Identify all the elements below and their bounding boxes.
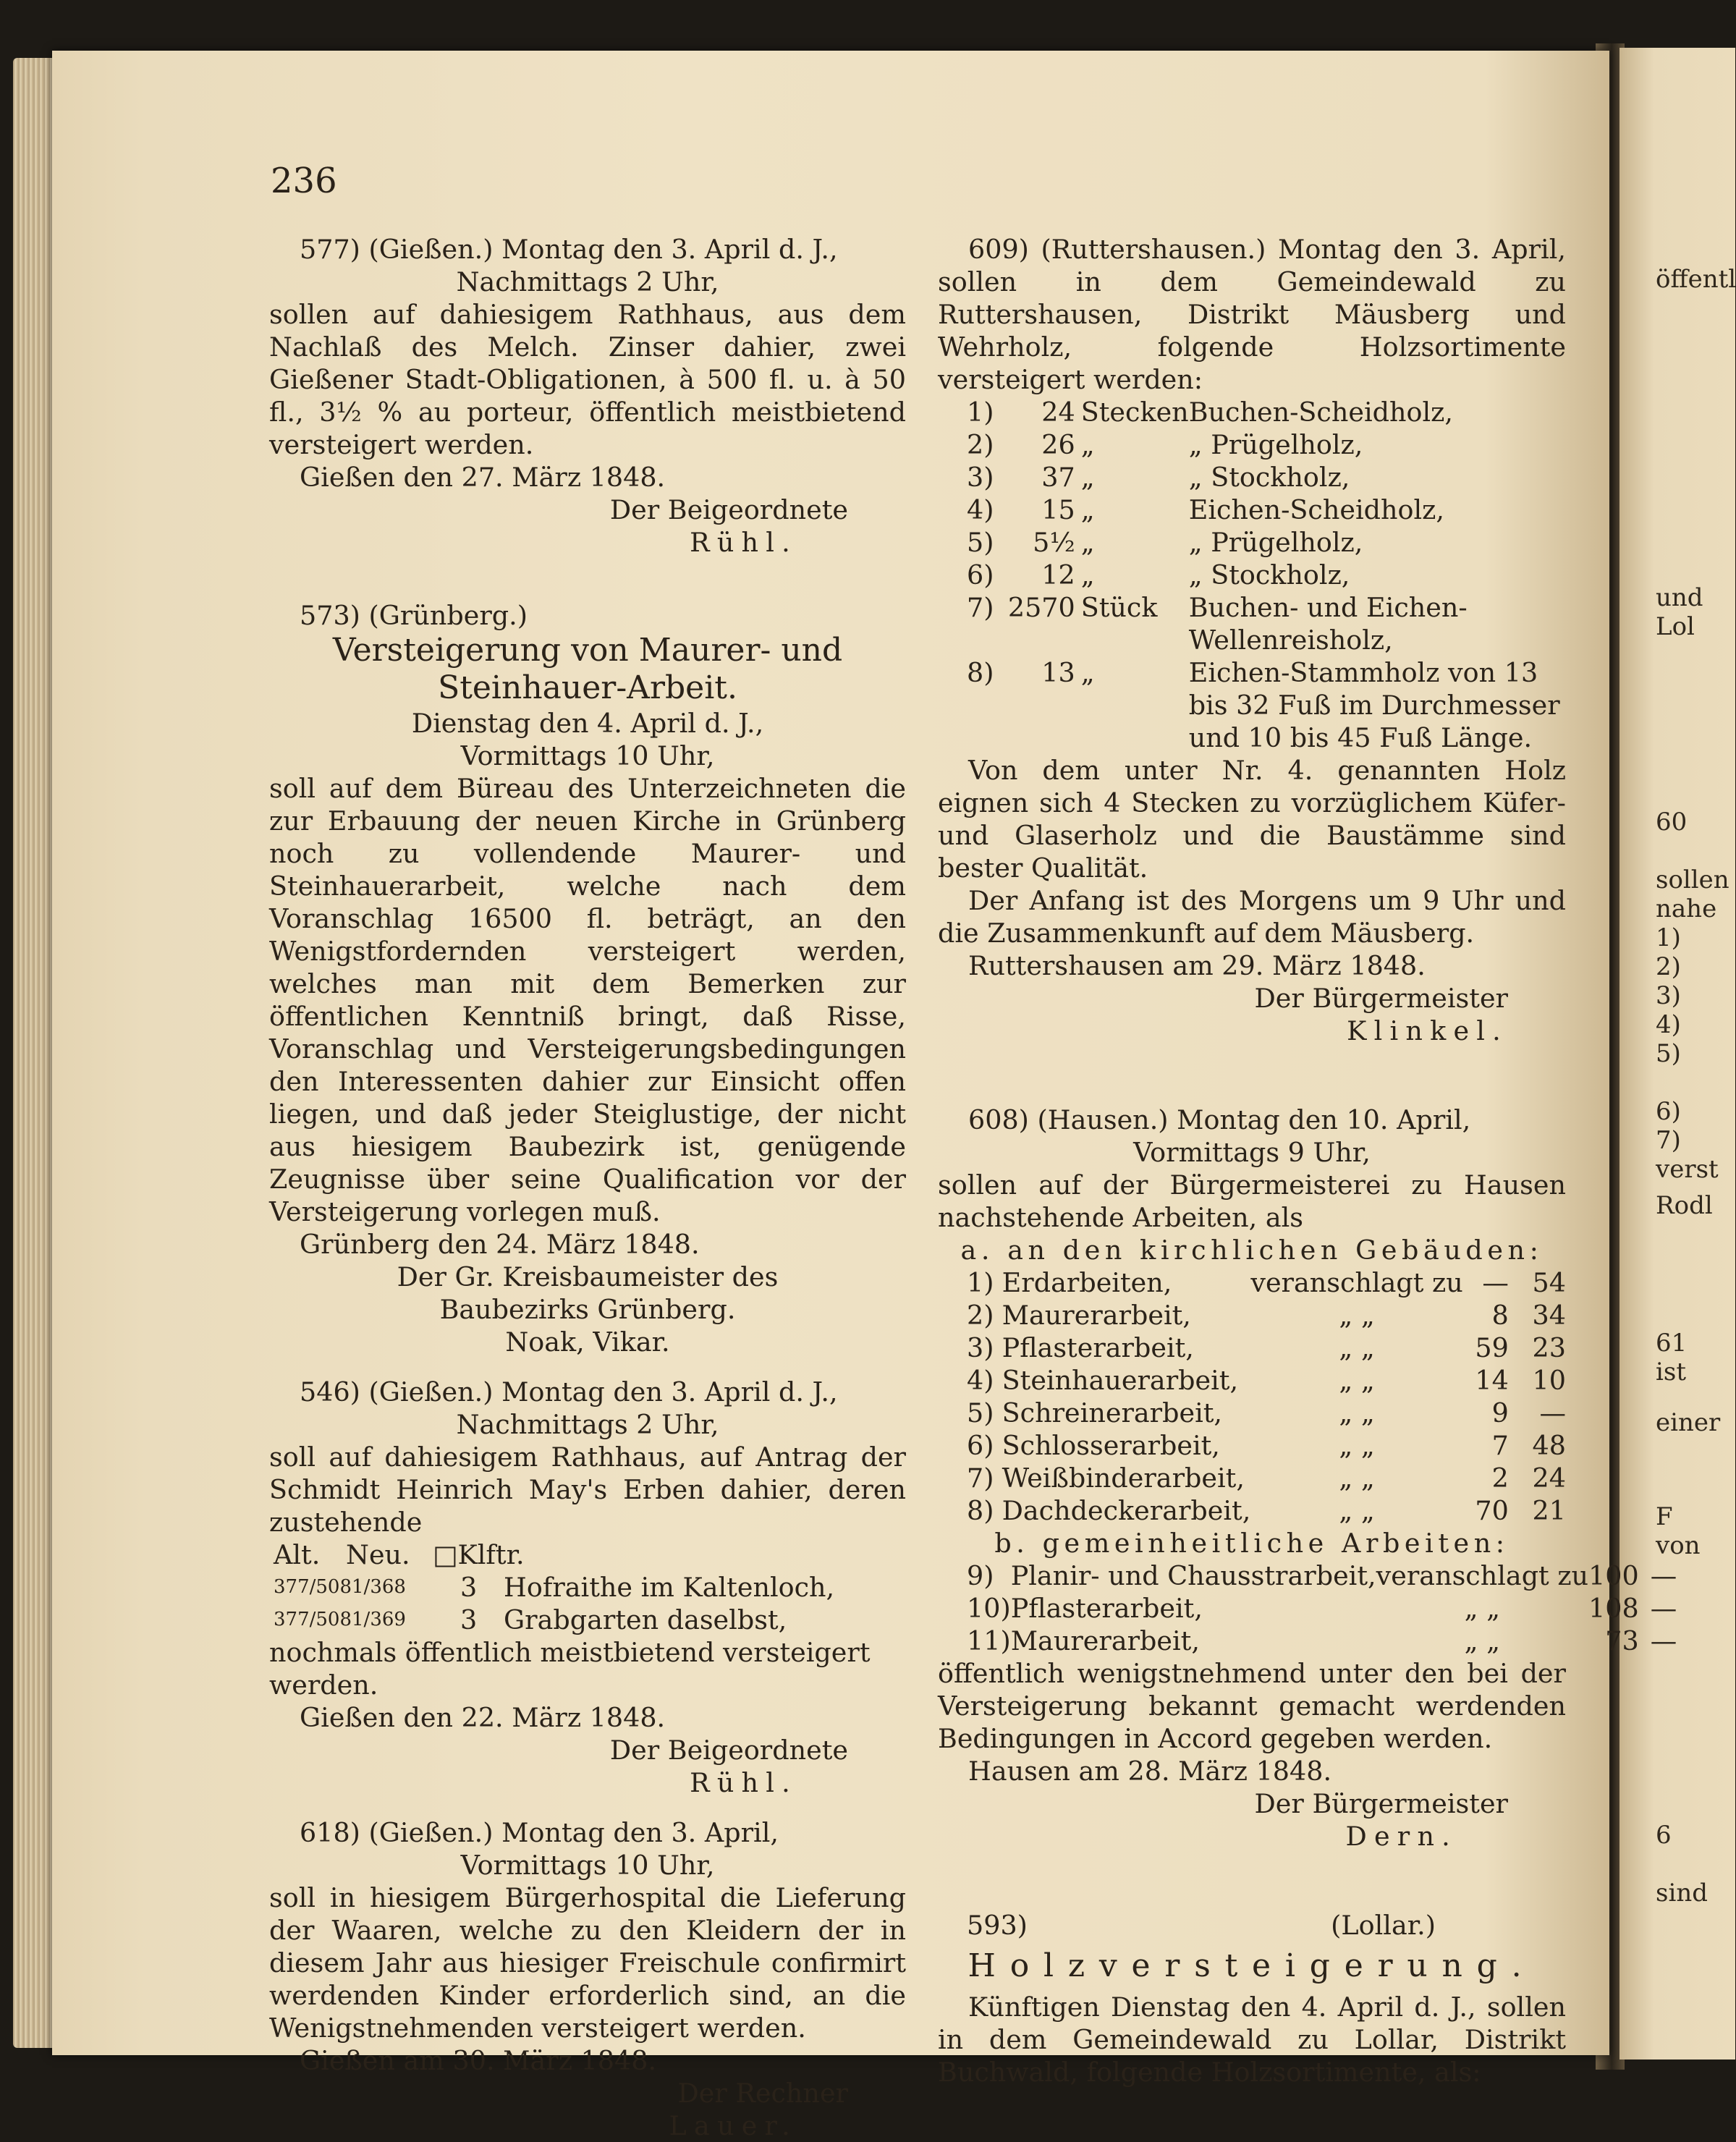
work-name: Dachdeckerarbeit,: [1002, 1495, 1251, 1526]
signature-title: Der Bürgermeister: [1254, 983, 1508, 1014]
signature-title: Der Rechner: [677, 2078, 848, 2109]
work-name: Maurerarbeit,: [1010, 1625, 1200, 1656]
lot-rows: [274, 1571, 834, 1636]
work-row: [967, 1625, 1677, 1657]
next-page-fragment: 6: [1656, 1821, 1672, 1850]
work-name: Erdarbeiten,: [1002, 1267, 1172, 1298]
lot-unit: Stück: [1080, 592, 1158, 623]
work-estimate: „ „: [1339, 1495, 1375, 1526]
work-name: Schlosserarbeit,: [1002, 1430, 1220, 1461]
next-page-fragment: Lol: [1656, 612, 1695, 641]
page-number: 236: [271, 161, 337, 201]
next-page-fragment: öffentl: [1656, 265, 1736, 294]
work-number: 4): [967, 1365, 994, 1396]
work-row: [967, 1299, 1566, 1332]
work-estimate: veranschlagt zu: [1250, 1267, 1463, 1298]
signature-name: Lauer.: [669, 2110, 797, 2141]
work-number: 10): [967, 1593, 1011, 1624]
notice-place-date: Ruttershausen am 29. März 1848.: [968, 950, 1426, 981]
lot-description: „ Stockholz,: [1188, 462, 1350, 493]
work-number: 8): [967, 1495, 994, 1526]
notice-time: Vormittags 9 Uhr,: [1133, 1137, 1371, 1168]
next-page-fragment: 2): [1656, 952, 1681, 981]
work-name: Steinhauerarbeit,: [1002, 1365, 1239, 1396]
wood-lot-row: [967, 396, 1566, 428]
next-page-fragment: 4): [1656, 1010, 1681, 1039]
signature-name: Noak, Vikar.: [505, 1326, 670, 1358]
section-heading: b. gemeinheitliche Arbeiten:: [994, 1528, 1510, 1559]
work-number: 6): [967, 1430, 994, 1461]
notice-closing: öffentlich wenigstnehmend unter den bei der Versteigerung bekannt gemacht werdenden Bedingungen in Accord gegeben werden.: [938, 1658, 1566, 1754]
lot-unit: „: [1080, 527, 1095, 558]
notice-title: Holzversteigerung.: [967, 1947, 1536, 1984]
notice-intro: sollen auf der Bürgermeisterei zu Hausen nachstehende Arbeiten, als: [938, 1169, 1566, 1233]
lot-klftr: 3: [460, 1572, 478, 1603]
lot-number: 3): [967, 462, 994, 493]
lot-unit: „: [1080, 462, 1095, 493]
lot-unit: „: [1080, 429, 1095, 460]
lot-row: [274, 1604, 834, 1636]
work-florins: 9: [1491, 1397, 1509, 1428]
wood-lot-row: [967, 428, 1566, 461]
work-number: 11): [967, 1625, 1011, 1656]
work-row: [967, 1592, 1677, 1625]
work-florins: 70: [1475, 1495, 1509, 1526]
right-column: [938, 233, 1677, 2088]
notice-heading: 609) (Ruttershausen.) Montag den 3. April, sollen in dem Gemeindewald zu Ruttershausen, Distrikt Mäusberg und Wehrholz, folgende Holzsortimente versteigert werden:: [938, 234, 1566, 395]
notice-618: [269, 1816, 906, 2142]
next-page-fragment: Rodl: [1656, 1191, 1713, 1220]
work-row: [967, 1364, 1566, 1397]
next-page-fragment: 60: [1656, 808, 1688, 837]
work-estimate: „ „: [1339, 1397, 1375, 1428]
work-florins: 59: [1475, 1332, 1509, 1363]
lot-number: 6): [967, 559, 994, 590]
work-florins: —: [1482, 1267, 1509, 1298]
next-page-fragment: 3): [1656, 981, 1681, 1010]
works-table-b: [967, 1559, 1677, 1657]
notice-date: Dienstag den 4. April d. J.,: [411, 708, 764, 739]
works-table-a: [967, 1266, 1566, 1527]
work-estimate: veranschlagt zu: [1376, 1560, 1589, 1591]
work-number: 2): [967, 1300, 994, 1331]
work-estimate: „ „: [1339, 1365, 1375, 1396]
next-page-fragment: 1): [1656, 923, 1681, 952]
work-kreuzer: 48: [1532, 1430, 1566, 1461]
notice-place-date: Gießen den 22. März 1848.: [300, 1702, 666, 1733]
work-name: Pflasterarbeit,: [1002, 1332, 1194, 1363]
wood-lot-row: [967, 526, 1566, 559]
work-florins: 108: [1588, 1593, 1639, 1624]
notice-place-date: Gießen am 30. März 1848.: [300, 2045, 657, 2076]
wood-lot-row: [967, 461, 1566, 494]
lot-number: 2): [967, 429, 994, 460]
signature-name: Rühl.: [690, 527, 797, 558]
next-page-fragment: 61: [1656, 1329, 1688, 1358]
lot-table-header: [274, 1538, 525, 1571]
lot-description: Hofraithe im Kaltenloch,: [504, 1572, 835, 1603]
lot-number: 7): [967, 592, 994, 623]
notice-title: Versteigerung von Maurer- und Steinhauer-Arbeit.: [332, 632, 843, 706]
left-column: [269, 233, 906, 2142]
work-kreuzer: 24: [1532, 1462, 1566, 1494]
notice-time: Nachmittags 2 Uhr,: [456, 266, 719, 297]
next-page-fragment: einer: [1656, 1408, 1721, 1437]
lot-number: 4): [967, 494, 994, 525]
notice-heading: [938, 1909, 1566, 1942]
lot-number: 8): [967, 657, 994, 688]
lot-quantity: 12: [1041, 559, 1075, 590]
work-row: [967, 1397, 1566, 1429]
work-row: [967, 1494, 1566, 1527]
next-page-fragment: verst: [1656, 1155, 1719, 1184]
wood-lot-row: [967, 559, 1566, 591]
lot-neu: 1/368: [352, 1576, 406, 1598]
lot-description: Buchen-Scheidholz,: [1188, 397, 1454, 428]
lot-description: Buchen- und Eichen-Wellenreisholz,: [1188, 592, 1468, 656]
notice-time: Vormittags 10 Uhr,: [460, 1850, 715, 1881]
lot-table: [274, 1538, 525, 1571]
work-florins: 7: [1491, 1430, 1509, 1461]
column-klftr: □Klftr.: [433, 1539, 525, 1570]
notice-609: [938, 233, 1566, 1047]
lot-description: Eichen-Scheidholz,: [1188, 494, 1444, 525]
lot-description: Grabgarten daselbst,: [504, 1604, 787, 1635]
work-florins: 8: [1491, 1300, 1509, 1331]
signature-title: Der Beigeordnete: [609, 1735, 848, 1766]
notice-place-date: Gießen den 27. März 1848.: [300, 462, 666, 493]
work-estimate: „ „: [1339, 1300, 1375, 1331]
work-number: 5): [967, 1397, 994, 1428]
lot-description: „ Prügelholz,: [1188, 527, 1363, 558]
notice-time: Vormittags 10 Uhr,: [460, 740, 715, 771]
work-row: [967, 1266, 1566, 1299]
work-florins: 2: [1491, 1462, 1509, 1494]
signature-name: Rühl.: [690, 1767, 797, 1798]
lot-unit: „: [1080, 657, 1095, 688]
notice-place: (Lollar.): [1331, 1910, 1436, 1941]
notice-heading: 573) (Grünberg.): [300, 600, 528, 631]
next-page-fragment: von: [1656, 1531, 1701, 1560]
work-kreuzer: —: [1650, 1625, 1677, 1656]
work-estimate: „ „: [1339, 1332, 1375, 1363]
lot-alt: 377/508: [274, 1609, 352, 1630]
signature-name: Klinkel.: [1347, 1015, 1508, 1046]
next-page-fragment: nahe: [1656, 894, 1717, 923]
notice-546: [269, 1376, 906, 1799]
notice-body: Künftigen Dienstag den 4. April d. J., sollen in dem Gemeindewald zu Lollar, Distrikt Buchwald, folgende Holzsortimente, als:: [938, 1991, 1566, 2088]
work-kreuzer: —: [1650, 1593, 1677, 1624]
wood-lot-table: [967, 396, 1566, 754]
work-row: [967, 1559, 1677, 1592]
lot-description: „ Prügelholz,: [1188, 429, 1363, 460]
lot-quantity: 37: [1041, 462, 1075, 493]
lot-number: 1): [967, 397, 994, 428]
notice-time: Nachmittags 2 Uhr,: [456, 1409, 719, 1440]
lot-alt: 377/508: [274, 1576, 352, 1598]
lot-neu: 1/369: [352, 1609, 406, 1630]
work-number: 1): [967, 1267, 994, 1298]
lot-quantity: 13: [1041, 657, 1075, 688]
notice-577: [269, 233, 906, 559]
lot-row: [274, 1571, 834, 1604]
notice-heading: 577) (Gießen.) Montag den 3. April d. J.,: [300, 234, 838, 265]
work-estimate: „ „: [1339, 1430, 1375, 1461]
lot-description: Eichen-Stammholz von 13 bis 32 Fuß im Durchmesser und 10 bis 45 Fuß Länge.: [1188, 657, 1560, 753]
notice-593: [938, 1909, 1566, 2088]
notice-closing: nochmals öffentlich meistbietend versteigert werden.: [269, 1637, 871, 1701]
work-kreuzer: —: [1650, 1560, 1677, 1591]
work-number: 3): [967, 1332, 994, 1363]
work-name: Schreinerarbeit,: [1002, 1397, 1223, 1428]
lot-quantity: 24: [1041, 397, 1075, 428]
work-kreuzer: —: [1539, 1397, 1566, 1428]
work-kreuzer: 54: [1532, 1267, 1566, 1298]
work-florins: 100: [1588, 1560, 1639, 1591]
lot-quantity: 5½: [1033, 527, 1075, 558]
work-florins: 14: [1475, 1365, 1509, 1396]
signature-name: Dern.: [1345, 1821, 1457, 1852]
book-fore-edge: [13, 58, 58, 2048]
column-alt: Alt.: [274, 1539, 321, 1570]
work-number: 7): [967, 1462, 994, 1494]
lot-quantity: 15: [1041, 494, 1075, 525]
notice-body: soll auf dahiesigem Rathhaus, auf Antrag der Schmidt Heinrich May's Erben dahier, deren zustehende: [269, 1442, 906, 1538]
wood-lot-row: [967, 656, 1566, 754]
work-row: [967, 1429, 1566, 1462]
work-kreuzer: 10: [1532, 1365, 1566, 1396]
notice-body: soll auf dem Büreau des Unterzeichneten die zur Erbauung der neuen Kirche in Grünberg noch zu vollendende Maurer- und Steinhauerarbeit, welche nach dem Voranschlag 16500 fl. beträgt, an den Wenigstfordernden versteigert werden, welches man mit dem Bemerken zur öffentlichen Kenntniß bringt, daß Risse, Voranschlag und Versteigerungsbedingungen den Interessenten dahier zur Einsicht offen liegen, und daß jeder Steiglustige, der nicht aus hiesigem Baubezirk ist, genügende Zeugnisse über seine Qualification vor der Versteigerung vorlegen muß.: [269, 773, 906, 1227]
work-estimate: „ „: [1339, 1462, 1375, 1494]
lot-quantity: 26: [1041, 429, 1075, 460]
work-florins: 73: [1605, 1625, 1639, 1656]
next-page-fragment: ist: [1656, 1358, 1686, 1387]
lot-unit: „: [1080, 494, 1095, 525]
section-heading: a. an den kirchlichen Gebäuden:: [960, 1235, 1544, 1266]
next-page-edge: [1619, 48, 1735, 2060]
lot-description: „ Stockholz,: [1188, 559, 1350, 590]
work-name: Weißbinderarbeit,: [1002, 1462, 1245, 1494]
notice-start: Der Anfang ist des Morgens um 9 Uhr und die Zusammenkunft auf dem Mäusberg.: [938, 885, 1566, 949]
work-estimate: „ „: [1464, 1593, 1501, 1624]
notice-note: Von dem unter Nr. 4. genannten Holz eignen sich 4 Stecken zu vorzüglichem Küfer- und Glaserholz und die Baustämme sind bester Qualität.: [938, 755, 1566, 884]
wood-lot-row: [967, 494, 1566, 526]
column-neu: Neu.: [346, 1539, 410, 1570]
work-name: Maurerarbeit,: [1002, 1300, 1191, 1331]
signature-title: Der Beigeordnete: [609, 494, 848, 525]
work-row: [967, 1332, 1566, 1364]
signature-title: Der Gr. Kreisbaumeister des: [397, 1261, 779, 1292]
notice-573: [269, 599, 906, 1358]
work-name: Planir- und Chausstrarbeit,: [1010, 1560, 1376, 1591]
lot-quantity: 2570: [1007, 592, 1075, 623]
notice-heading: 546) (Gießen.) Montag den 3. April d. J.,: [300, 1376, 838, 1407]
wood-lot-row: [967, 591, 1566, 656]
work-kreuzer: 23: [1532, 1332, 1566, 1363]
work-kreuzer: 34: [1532, 1300, 1566, 1331]
next-page-fragment: F: [1656, 1502, 1673, 1531]
notice-heading: 608) (Hausen.) Montag den 10. April,: [968, 1104, 1471, 1135]
notice-heading: 618) (Gießen.) Montag den 3. April,: [300, 1817, 779, 1848]
next-page-fragment: und: [1656, 583, 1703, 612]
signature-title: Der Bürgermeister: [1254, 1788, 1508, 1819]
notice-body: sollen auf dahiesigem Rathhaus, aus dem Nachlaß des Melch. Zinser dahier, zwei Gießener Stadt-Obligationen, à 500 fl. u. à 50 fl., 3½ % au porteur, öffentlich meistbietend versteigert werden.: [269, 299, 906, 460]
lot-klftr: 3: [460, 1604, 478, 1635]
notice-place-date: Hausen am 28. März 1848.: [968, 1756, 1332, 1787]
work-kreuzer: 21: [1532, 1495, 1566, 1526]
work-estimate: „ „: [1464, 1625, 1501, 1656]
lot-unit: Stecken: [1080, 397, 1189, 428]
work-name: Pflasterarbeit,: [1010, 1593, 1203, 1624]
next-page-fragment: 6): [1656, 1097, 1681, 1126]
notice-number: 593): [967, 1910, 1028, 1941]
notice-place-date: Grünberg den 24. März 1848.: [300, 1229, 700, 1260]
lot-unit: „: [1080, 559, 1095, 590]
work-row: [967, 1462, 1566, 1494]
work-number: 9): [967, 1560, 994, 1591]
next-page-fragment: 5): [1656, 1039, 1681, 1068]
lot-number: 5): [967, 527, 994, 558]
next-page-fragment: 7): [1656, 1126, 1681, 1155]
notice-body: soll in hiesigem Bürgerhospital die Lieferung der Waaren, welche zu den Kleidern der in diesem Jahr aus hiesiger Freischule confirmirt werdenden Kinder erforderlich sind, an die Wenigstnehmenden versteigert werden.: [269, 1882, 906, 2044]
next-page-fragment: sollen: [1656, 865, 1729, 894]
next-page-fragment: sind: [1656, 1879, 1708, 1908]
signature-office: Baubezirks Grünberg.: [439, 1294, 736, 1325]
